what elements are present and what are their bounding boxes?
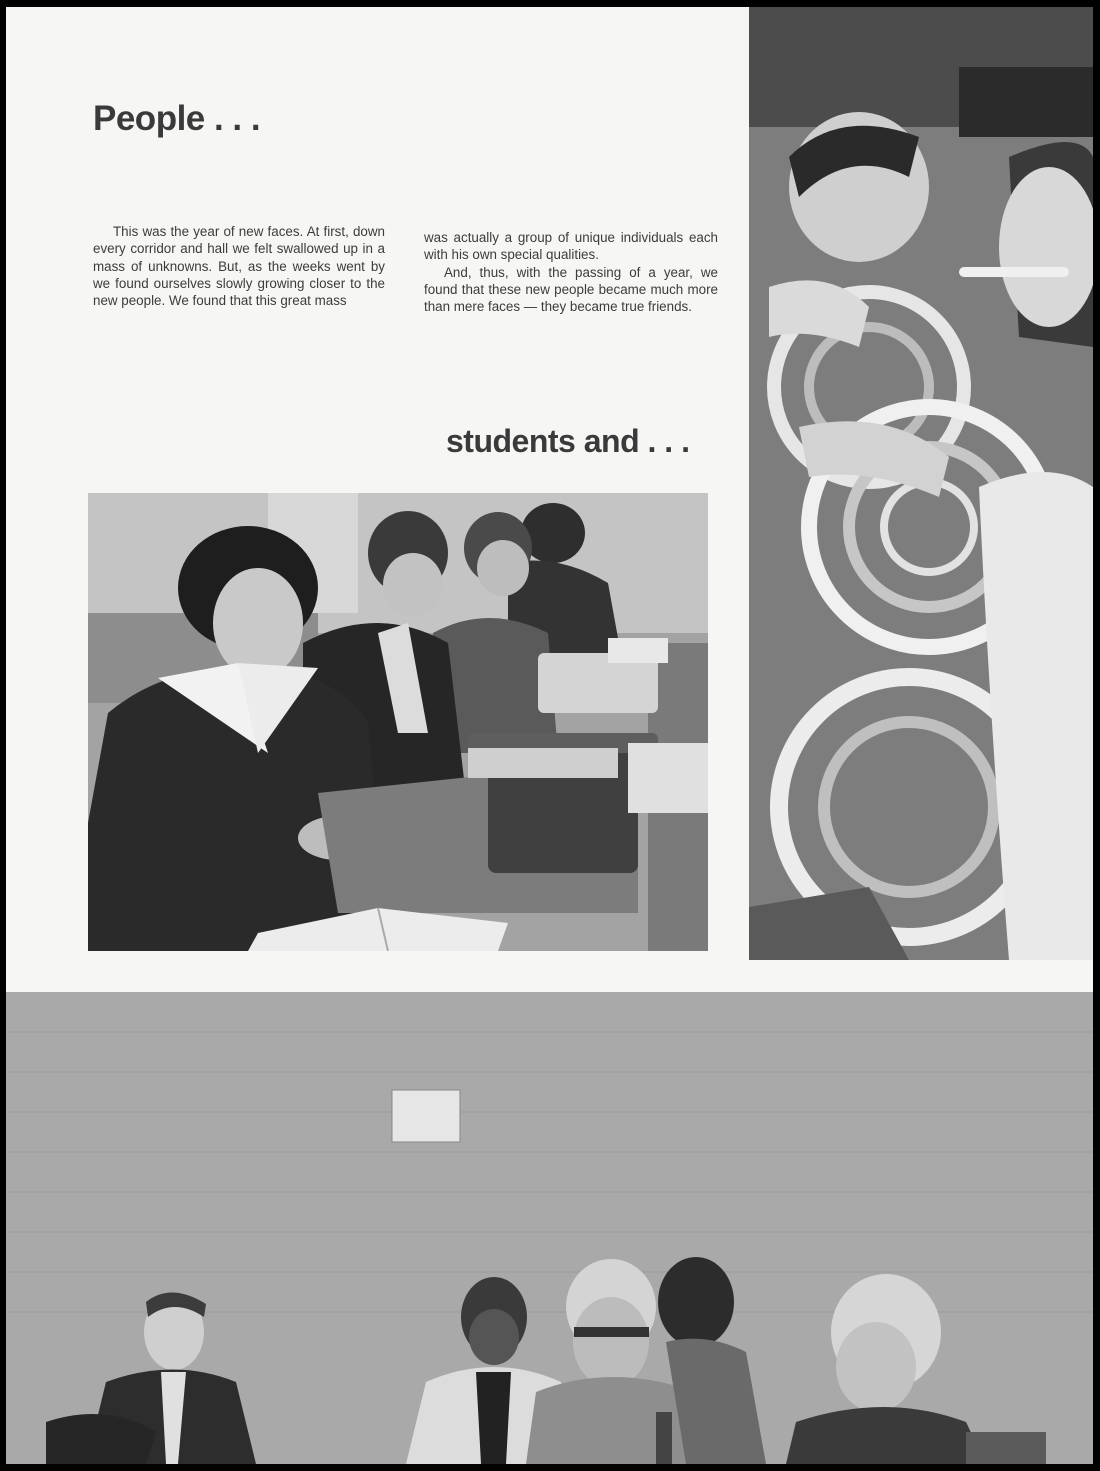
page-title: People . . .	[93, 99, 261, 138]
text-column-right	[424, 229, 718, 315]
french-horn-illustration	[749, 7, 1093, 960]
teachers-illustration	[6, 992, 1093, 1464]
french-horn-players-photo	[749, 7, 1093, 960]
yearbook-page	[6, 7, 1093, 1464]
students-typing-illustration	[88, 493, 708, 951]
continued-paragraph: was actually a group of unique individuals each with his own special qualities.	[424, 230, 718, 263]
intro-paragraph: This was the year of new faces. At first, down every corridor and hall we felt swallowed up in a mass of unknowns. But, as the weeks went by we found ourselves slowly growing closer to the new people. We found that this great mass	[93, 224, 385, 309]
teachers-seated-photo	[6, 992, 1093, 1464]
closing-paragraph: And, thus, with the passing of a year, we found that these new people became much more than mere faces — they became true friends.	[424, 264, 718, 315]
students-typing-photo	[88, 493, 708, 951]
section-heading-students: students and . . .	[446, 423, 690, 459]
text-column-left	[93, 223, 385, 309]
